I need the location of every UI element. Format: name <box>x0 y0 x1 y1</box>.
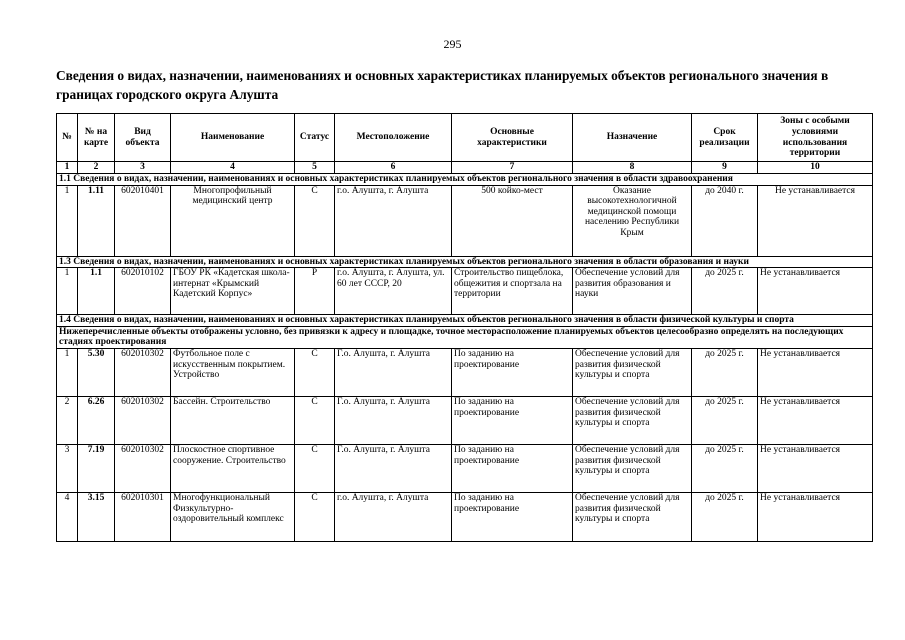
cell-term: до 2025 г. <box>692 396 758 444</box>
cell-type: 602010102 <box>115 268 171 315</box>
header-cell: Назначение <box>573 114 692 162</box>
header-cell: № <box>57 114 78 162</box>
section-title: 1.3 Сведения о видах, назначении, наименованиях и основных характеристиках планируемых объектов регионального значения в области образования и науки <box>57 256 873 268</box>
cell-term: до 2025 г. <box>692 348 758 396</box>
cell-n: 2 <box>57 396 78 444</box>
cell-status: С <box>295 348 335 396</box>
cell-name: Многофункциональный Физкультурно-оздоровительный комплекс <box>171 492 295 541</box>
cell-term: до 2040 г. <box>692 185 758 256</box>
cell-n: 1 <box>57 348 78 396</box>
cell-zones: Не устанавливается <box>758 268 873 315</box>
cell-status: С <box>295 492 335 541</box>
column-number: 8 <box>573 162 692 174</box>
page-title: Сведения о видах, назначении, наименованиях и основных характеристиках планируемых объектов регионального значения в границах городского округа Алушта <box>56 68 829 102</box>
cell-type: 602010301 <box>115 492 171 541</box>
section-heading-education <box>57 256 873 268</box>
column-number: 6 <box>335 162 452 174</box>
cell-purpose: Обеспечение условий для развития физической культуры и спорта <box>573 492 692 541</box>
header-cell: Основные характеристики <box>452 114 573 162</box>
column-number: 2 <box>78 162 115 174</box>
table-row <box>57 444 873 492</box>
cell-map: 7.19 <box>78 444 115 492</box>
cell-n: 4 <box>57 492 78 541</box>
header-cell: Вид объекта <box>115 114 171 162</box>
cell-map: 3.15 <box>78 492 115 541</box>
cell-term: до 2025 г. <box>692 268 758 315</box>
table-row <box>57 268 873 315</box>
cell-term: до 2025 г. <box>692 444 758 492</box>
cell-location: Г.о. Алушта, г. Алушта <box>335 444 452 492</box>
cell-location: Г.о. Алушта, г. Алушта <box>335 348 452 396</box>
cell-chars: Строительство пищеблока, общежития и спортзала на территории <box>452 268 573 315</box>
header-cell: Статус <box>295 114 335 162</box>
cell-map: 1.11 <box>78 185 115 256</box>
cell-type: 602010302 <box>115 396 171 444</box>
cell-chars: По заданию на проектирование <box>452 444 573 492</box>
cell-purpose: Обеспечение условий для развития физической культуры и спорта <box>573 444 692 492</box>
header-cell: Срок реализации <box>692 114 758 162</box>
cell-map: 1.1 <box>78 268 115 315</box>
cell-name: Плоскостное спортивное сооружение. Строительство <box>171 444 295 492</box>
column-number: 7 <box>452 162 573 174</box>
column-number: 1 <box>57 162 78 174</box>
cell-zones: Не устанавливается <box>758 348 873 396</box>
cell-status: С <box>295 185 335 256</box>
cell-chars: По заданию на проектирование <box>452 492 573 541</box>
cell-type: 602010302 <box>115 348 171 396</box>
cell-location: г.о. Алушта, г. Алушта <box>335 492 452 541</box>
cell-purpose: Обеспечение условий для развития физической культуры и спорта <box>573 396 692 444</box>
cell-zones: Не устанавливается <box>758 185 873 256</box>
cell-name: ГБОУ РК «Кадетская школа-интернат «Крымский Кадетский Корпус» <box>171 268 295 315</box>
cell-chars: 500 койко-мест <box>452 185 573 256</box>
cell-zones: Не устанавливается <box>758 492 873 541</box>
cell-n: 1 <box>57 185 78 256</box>
cell-name: Бассейн. Строительство <box>171 396 295 444</box>
section-heading-health <box>57 174 873 186</box>
table-row <box>57 492 873 541</box>
cell-location: г.о. Алушта, г. Алушта, ул. 60 лет СССР, 20 <box>335 268 452 315</box>
column-number: 3 <box>115 162 171 174</box>
cell-purpose: Обеспечение условий для развития физической культуры и спорта <box>573 348 692 396</box>
column-number: 9 <box>692 162 758 174</box>
section-heading-sport <box>57 315 873 327</box>
column-number: 5 <box>295 162 335 174</box>
cell-purpose: Обеспечение условий для развития образования и науки <box>573 268 692 315</box>
cell-chars: По заданию на проектирование <box>452 348 573 396</box>
cell-chars: По заданию на проектирование <box>452 396 573 444</box>
section-note <box>57 326 873 348</box>
objects-table <box>56 113 873 542</box>
cell-map: 6.26 <box>78 396 115 444</box>
cell-location: г.о. Алушта, г. Алушта <box>335 185 452 256</box>
cell-purpose: Оказание высокотехнологичной медицинской помощи населению Республики Крым <box>573 185 692 256</box>
table-row <box>57 348 873 396</box>
table-header <box>57 114 873 162</box>
cell-status: Р <box>295 268 335 315</box>
column-number: 4 <box>171 162 295 174</box>
section-title: 1.1 Сведения о видах, назначении, наименованиях и основных характеристиках планируемых объектов регионального значения в области здравоохранения <box>57 174 873 186</box>
cell-name: Многопрофильный медицинский центр <box>171 185 295 256</box>
cell-name: Футбольное поле с искусственным покрытием. Устройство <box>171 348 295 396</box>
cell-term: до 2025 г. <box>692 492 758 541</box>
page-number: 295 <box>443 37 462 51</box>
section-title: 1.4 Сведения о видах, назначении, наименованиях и основных характеристиках планируемых объектов регионального значения в области физической культуры и спорта <box>57 315 873 327</box>
cell-type: 602010302 <box>115 444 171 492</box>
cell-type: 602010401 <box>115 185 171 256</box>
cell-map: 5.30 <box>78 348 115 396</box>
header-cell: Местоположение <box>335 114 452 162</box>
header-cell: № на карте <box>78 114 115 162</box>
column-number: 10 <box>758 162 873 174</box>
header-cell: Наименование <box>171 114 295 162</box>
cell-n: 3 <box>57 444 78 492</box>
cell-zones: Не устанавливается <box>758 396 873 444</box>
header-cell: Зоны с особыми условиями использования территории <box>758 114 873 162</box>
column-numbers-row <box>57 162 873 174</box>
table-row <box>57 185 873 256</box>
table-row <box>57 396 873 444</box>
note-text: Нижеперечисленные объекты отображены условно, без привязки к адресу и площадке, точное месторасположение планируемых объектов целесообразно определять на последующих стадиях проектирования <box>57 326 873 348</box>
cell-zones: Не устанавливается <box>758 444 873 492</box>
cell-location: Г.о. Алушта, г. Алушта <box>335 396 452 444</box>
cell-n: 1 <box>57 268 78 315</box>
cell-status: С <box>295 396 335 444</box>
cell-status: С <box>295 444 335 492</box>
